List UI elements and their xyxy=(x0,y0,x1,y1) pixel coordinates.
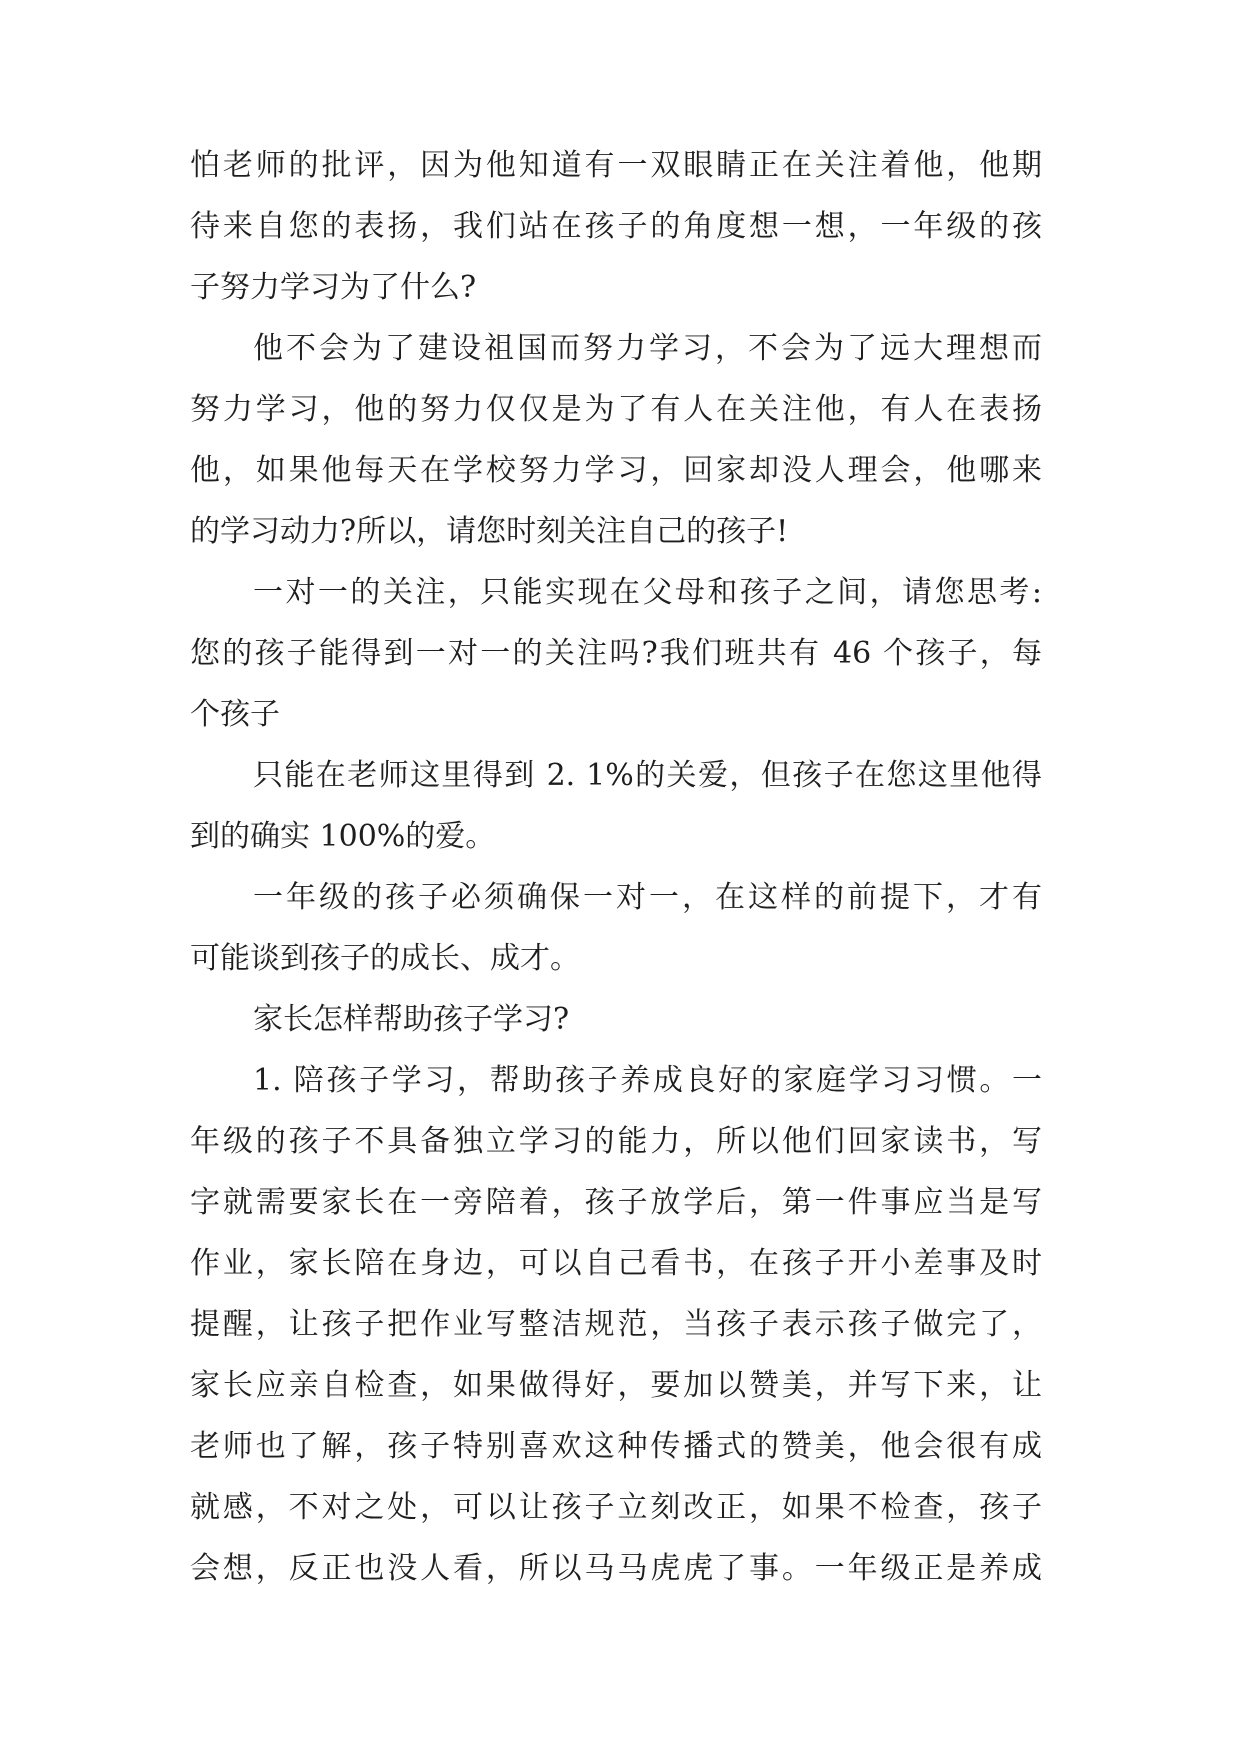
text-line: 子努力学习为了什么? xyxy=(190,270,477,305)
text-line: 怕老师的批评，因为他知道有一双眼睛正在关注着他，他期 xyxy=(190,148,1042,183)
text-line: 家长应亲自检查，如果做得好，要加以赞美，并写下来，让 xyxy=(190,1368,1042,1403)
text-line: 他，如果他每天在学校努力学习，回家却没人理会，他哪来 xyxy=(190,453,1042,488)
text-line: 提醒，让孩子把作业写整洁规范，当孩子表示孩子做完了， xyxy=(190,1307,1042,1342)
text-line: 您的孩子能得到一对一的关注吗?我们班共有 46 个孩子，每 xyxy=(190,636,1042,671)
text-line: 个孩子 xyxy=(190,697,280,732)
text-line: 家长怎样帮助孩子学习? xyxy=(253,1002,570,1037)
text-line: 字就需要家长在一旁陪着，孩子放学后，第一件事应当是写 xyxy=(190,1185,1042,1220)
text-line: 的学习动力?所以，请您时刻关注自己的孩子! xyxy=(190,514,789,549)
text-line: 可能谈到孩子的成长、成才。 xyxy=(190,941,580,976)
text-line: 作业，家长陪在身边，可以自己看书，在孩子开小差事及时 xyxy=(190,1246,1042,1281)
text-line: 一对一的关注，只能实现在父母和孩子之间，请您思考: xyxy=(253,575,1042,610)
text-line: 会想，反正也没人看，所以马马虎虎了事。一年级正是养成 xyxy=(190,1551,1042,1586)
text-line: 努力学习，他的努力仅仅是为了有人在关注他，有人在表扬 xyxy=(190,392,1042,427)
text-line: 只能在老师这里得到 2. 1%的关爱，但孩子在您这里他得 xyxy=(253,758,1042,793)
text-line: 他不会为了建设祖国而努力学习，不会为了远大理想而 xyxy=(253,331,1042,366)
text-line: 年级的孩子不具备独立学习的能力，所以他们回家读书，写 xyxy=(190,1124,1042,1159)
text-line: 就感，不对之处，可以让孩子立刻改正，如果不检查，孩子 xyxy=(190,1490,1042,1525)
text-line: 老师也了解，孩子特别喜欢这种传播式的赞美，他会很有成 xyxy=(190,1429,1042,1464)
text-line: 待来自您的表扬，我们站在孩子的角度想一想，一年级的孩 xyxy=(190,209,1042,244)
text-line: 一年级的孩子必须确保一对一，在这样的前提下，才有 xyxy=(253,880,1042,915)
text-line: 到的确实 100%的爱。 xyxy=(190,819,496,854)
text-line: 1. 陪孩子学习，帮助孩子养成良好的家庭学习习惯。一 xyxy=(253,1063,1042,1098)
